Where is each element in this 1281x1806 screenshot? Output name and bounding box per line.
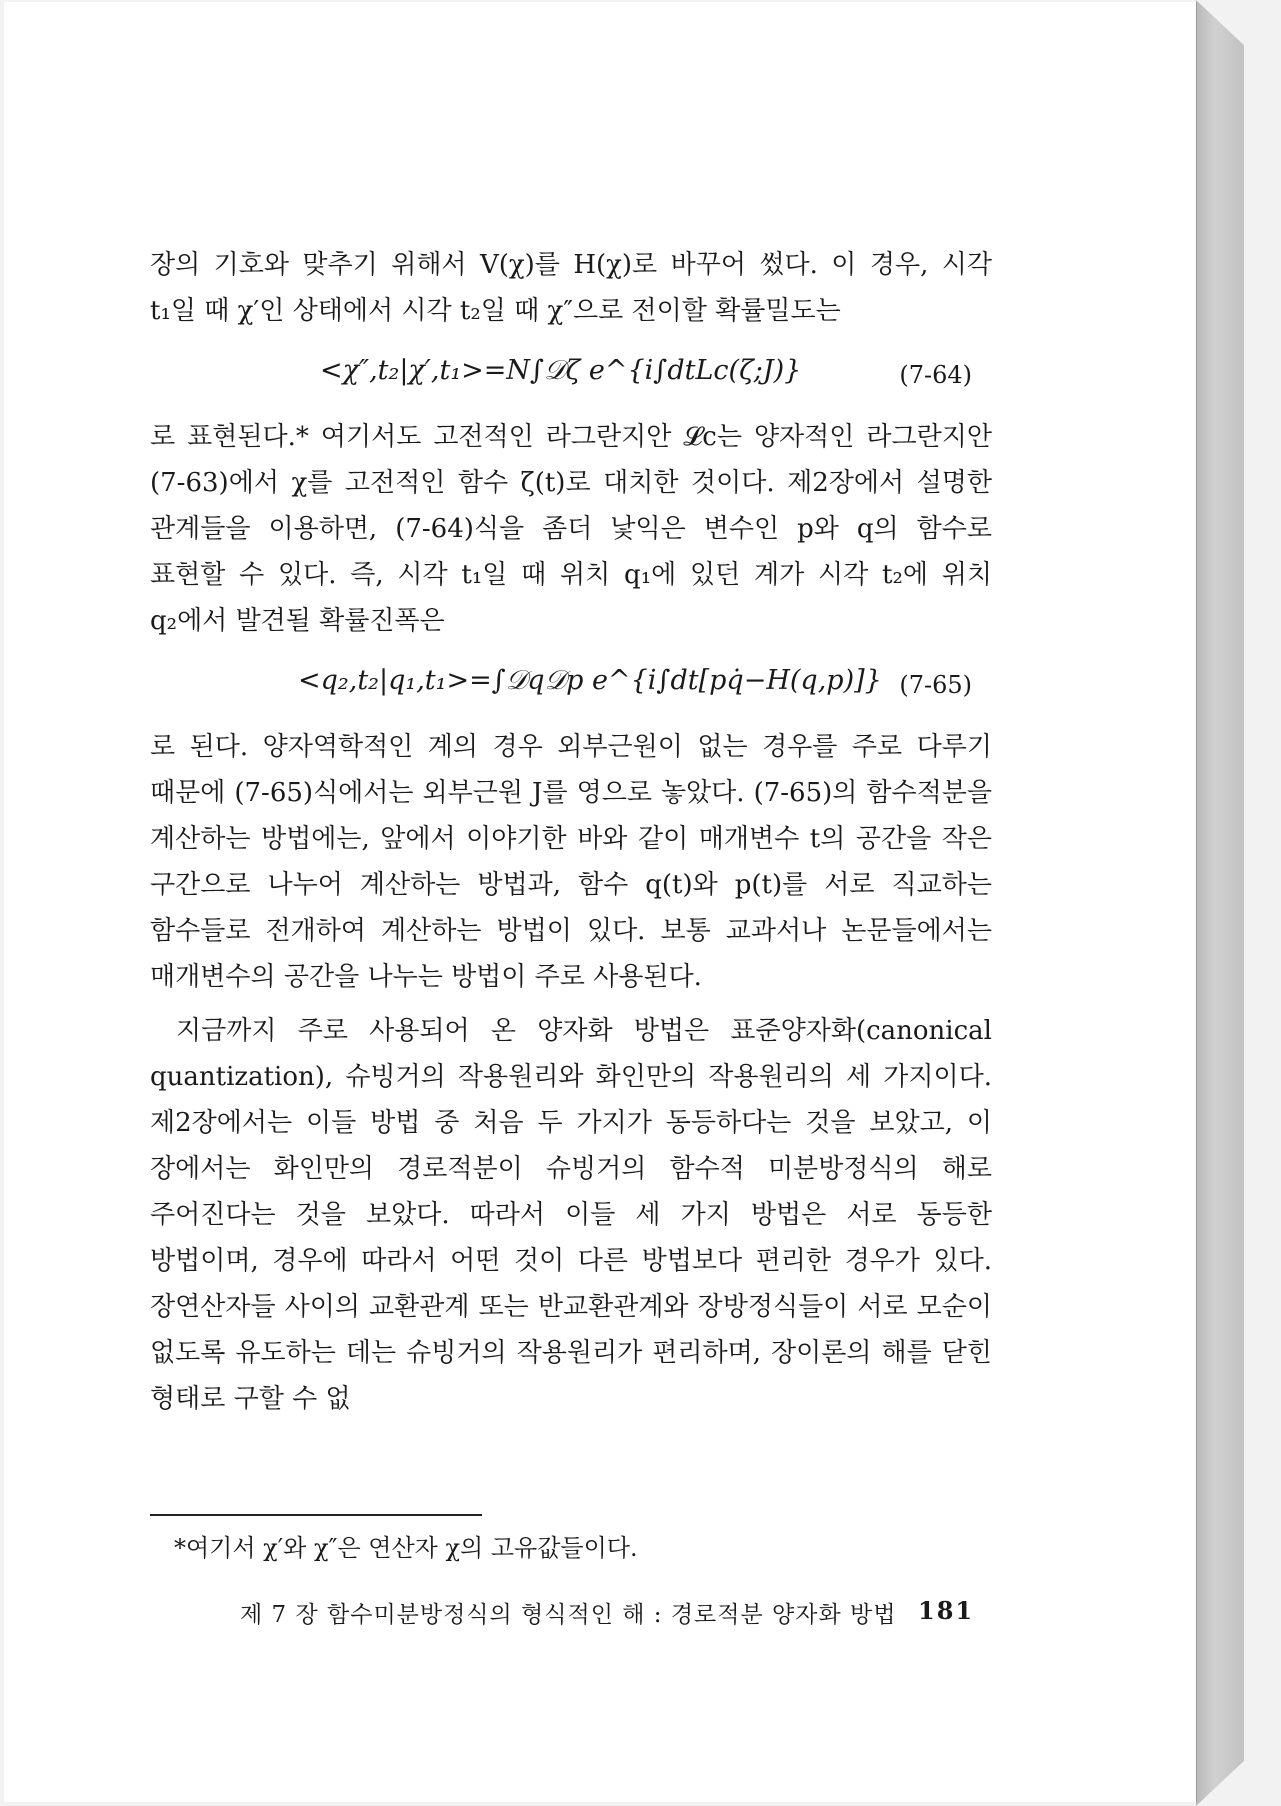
equation-body: <q₂,t₂|q₁,t₁>=∫𝒟q𝒟p e^{i∫dt[pq̇−H(q,p)]} [298, 665, 882, 696]
footnote-divider [150, 1514, 482, 1516]
running-footer-title: 제 7 장 함수미분방정식의 형식적인 해 : 경로적분 양자화 방법 [240, 1602, 897, 1628]
footnote: *여기서 χ′와 χ″은 연산자 χ의 고유값들이다. [174, 1534, 638, 1562]
equation-number: (7-64) [899, 361, 972, 389]
book-page-edge [1196, 0, 1244, 1806]
body-text [150, 242, 992, 1422]
paragraph-1: 장의 기호와 맞추기 위해서 V(χ)를 H(χ)로 바꾸어 썼다. 이 경우, 시각 t₁일 때 χ′인 상태에서 시각 t₂일 때 χ″으로 전이할 확률밀도는 [150, 250, 992, 326]
book-page [4, 2, 1196, 1802]
equation-7-65 [150, 644, 992, 724]
equation-body: <χ″,t₂|χ′,t₁>=N∫𝒟ζ e^{i∫dtLc(ζ;J)} [320, 355, 802, 386]
equation-7-64 [150, 334, 992, 414]
paragraph-3: 로 된다. 양자역학적인 계의 경우 외부근원이 없는 경우를 주로 다루기 때문에 (7-65)식에서는 외부근원 J를 영으로 놓았다. (7-65)의 함수적분을 계산하는 방법에는, 앞에서 이야기한 바와 같이 매개변수 t의 공간을 작은 구간으로 나누어 계산하는 방법과, 함수 q(t)와 p(t)를 서로 직교하는 함수들로 전개하여 계산하는 방법이 있다. 보통 교과서나 논문들에서는 매개변수의 공간을 나누는 방법이 주로 사용된다. [150, 732, 992, 992]
page-number: 181 [918, 1596, 975, 1625]
paragraph-4: 지금까지 주로 사용되어 온 양자화 방법은 표준양자화(canonical quantization), 슈빙거의 작용원리와 화인만의 작용원리의 세 가지이다. 제2장에서는 이들 방법 중 처음 두 가지가 동등하다는 것을 보았고, 이 장에서는 화인만의 경로적분이 슈빙거의 함수적 미분방정식의 해로 주어진다는 것을 보았다. 따라서 이들 세 가지 방법은 서로 동등한 방법이며, 경우에 따라서 어떤 것이 다른 방법보다 편리한 경우가 있다. 장연산자들 사이의 교환관계 또는 반교환관계와 장방정식들이 서로 모순이 없도록 유도하는 데는 슈빙거의 작용원리가 편리하며, 장이론의 해를 닫힌 형태로 구할 수 없 [150, 1016, 992, 1414]
equation-number: (7-65) [899, 671, 972, 699]
paragraph-2: 로 표현된다.* 여기서도 고전적인 라그란지안 𝓛c는 양자적인 라그란지안 (7-63)에서 χ를 고전적인 함수 ζ(t)로 대치한 것이다. 제2장에서 설명한 관계들을 이용하면, (7-64)식을 좀더 낯익은 변수인 p와 q의 함수로 표현할 수 있다. 즉, 시각 t₁일 때 위치 q₁에 있던 계가 시각 t₂에 위치 q₂에서 발견될 확률진폭은 [150, 422, 992, 636]
